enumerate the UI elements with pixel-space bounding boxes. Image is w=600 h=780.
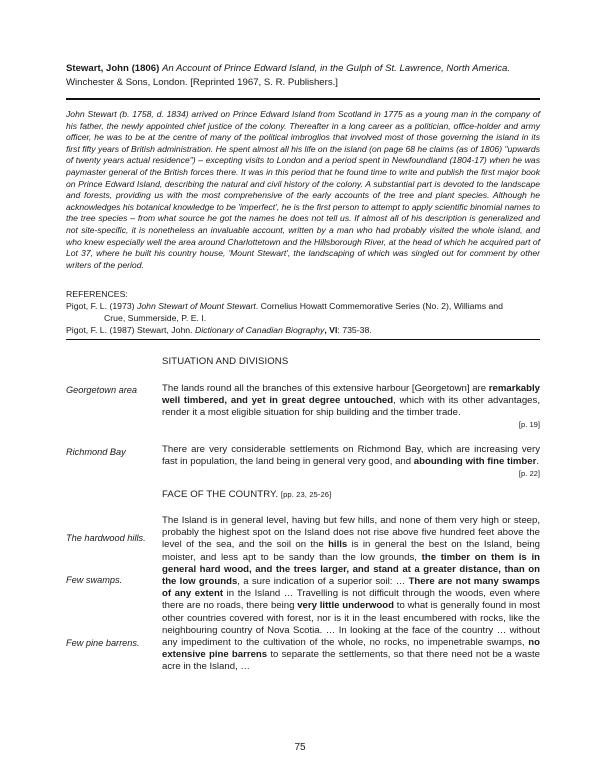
section-heading: FACE OF THE COUNTRY. [pp. 23, 25-26]	[162, 489, 332, 500]
section-heading: SITUATION AND DIVISIONS	[162, 356, 289, 367]
reference-item-continuation: Crue, Summerside, P. E. I.	[104, 313, 207, 323]
reference-item: Pigot, F. L. (1973) John Stewart of Mount Stewart. Cornelius Howatt Commemorative Series (No. 2), Williams and	[66, 301, 503, 311]
margin-note-hardwood: The hardwood hills.	[66, 533, 146, 543]
margin-note-georgetown: Georgetown area	[66, 385, 137, 395]
margin-note-pine: Few pine barrens.	[66, 638, 140, 648]
page-number: 75	[294, 742, 306, 753]
paragraph-georgetown: The lands round all the branches of this extensive harbour [Georgetown] are remarkably well timbered, and yet in great degree untouched, which with its other advantages, render it a most eligible situation for ship building and the timber trade. [p. 19]	[162, 383, 540, 429]
citation-title: An Account of Prince Edward Island, in the Gulph of St. Lawrence, North America.	[161, 63, 511, 74]
margin-note-swamps: Few swamps.	[66, 575, 123, 585]
paragraph-richmond: There are very considerable settlements on Richmond Bay, which are increasing very fast in population, the land being in general very good, and abounding with fine timber. [p. 22]	[162, 444, 540, 481]
citation-publisher: Winchester & Sons, London. [Reprinted 1967, S. R. Publishers.]	[66, 76, 338, 88]
abstract-paragraph: John Stewart (b. 1758, d. 1834) arrived on Prince Edward Island from Scotland in 1775 as a young man in the company of his father, the newly appointed chief justice of the colony. Thereafter in a long career as a politician, office-holder and army officer, he was to be at the centre of many of the political imbroglios that involved most of those governing the island in its first fifty years of British administration. He spent almost all his life on the island (on page 68 he claims (as of 1806) "upwards of twenty years actual residence") – excepting visits to London and a period spent in Newfoundland (1804-17) when he was paymaster general of the British forces there. It was in this period that he found time to write and publish the first major book on Prince Edward Island, describing the natural and civil history of the colony. A substantial part is devoted to the landscape and forests, providing us with the most comprehensive of the early accounts of the tree and plant species. Although he acknowledges his botanical knowledge to be 'imperfect', he is the first person to attempt to apply scientific binomial names to the tree species – from what source he got the names he does not tell us. If almost all of his description is generalized and not site-specific, it is nonetheless an invaluable account, written by a man who had probably visited the whole island, and who knew especially well the area around Charlottetown and the Hillsborough River, at the head of which he acquired part of Lot 37, where he built his country house, 'Mount Stewart', the landscaping of which was singled out for comment by other writers of the period.	[66, 109, 540, 270]
section-divider	[66, 339, 540, 340]
page-reference: [p. 22]	[518, 469, 540, 479]
references-heading: REFERENCES:	[66, 289, 128, 299]
reference-item: Pigot, F. L. (1987) Stewart, John. Dictionary of Canadian Biography, VI: 735-38.	[66, 325, 372, 335]
citation-author-year: Stewart, John (1806)	[66, 63, 160, 74]
margin-note-richmond: Richmond Bay	[66, 447, 126, 457]
references	[66, 288, 540, 336]
page-reference: [p. 19]	[518, 419, 540, 429]
top-divider	[66, 98, 540, 100]
section-page-reference: [pp. 23, 25-26]	[280, 490, 332, 499]
paragraph-face-of-country: The Island is in general level, having but few hills, and none of them very high or steep, probably the highest spot on the Island does not rise above five hundred feet above the level of the sea, and the soil on the hills is in general the best on the Island, being moister, and less apt to be sandy than the low grounds, the timber on them is in general hard wood, and the trees larger, and stand at a greater distance, than on the low grounds, a sure indication of a superior soil: … There are not many swamps of any extent in the Island … Travelling is not difficult through the woods, even where there are no roads, there being very little underwood to what is generally found in most other countries covered with forest, nor is it in the least encumbered with rocks, like the neighbouring country of Nova Scotia. … In looking at the face of the country … without any impediment to the cultivation of the whole, no rocks, no impenetrable swamps, no extensive pine barrens to separate the settlements, so that there need not be a waste acre in the Island, …	[162, 515, 540, 673]
citation	[66, 62, 546, 89]
